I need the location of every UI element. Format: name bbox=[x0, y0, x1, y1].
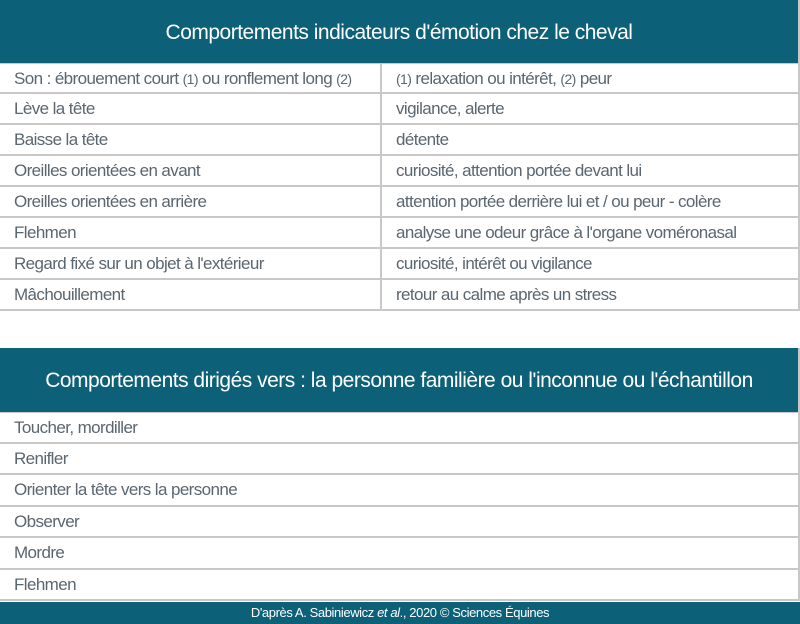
behavior-cell: Baisse la tête bbox=[0, 125, 382, 154]
emotion-indicators-table bbox=[0, 0, 800, 311]
table-row bbox=[0, 280, 798, 311]
behavior-cell: Orienter la tête vers la personne bbox=[14, 480, 238, 499]
table-row bbox=[0, 187, 798, 218]
table-row bbox=[0, 538, 798, 570]
table-row bbox=[0, 63, 798, 94]
behavior-cell: Lève la tête bbox=[0, 94, 382, 123]
meaning-cell: retour au calme après un stress bbox=[396, 285, 617, 304]
meaning-cell: analyse une odeur grâce à l'organe voméronasal bbox=[396, 223, 737, 242]
table-title: Comportements indicateurs d'émotion chez le cheval bbox=[0, 0, 798, 63]
behavior-cell: Son : ébrouement court (1) ou ronflement long (2) bbox=[0, 64, 382, 92]
meaning-cell: attention portée derrière lui et / ou peur - colère bbox=[396, 192, 721, 211]
table-row bbox=[0, 249, 798, 280]
table-row bbox=[0, 570, 798, 602]
behavior-cell: Mordre bbox=[14, 543, 65, 562]
behavior-cell: Mâchouillement bbox=[0, 280, 382, 309]
table-row bbox=[0, 507, 798, 539]
table-row bbox=[0, 125, 798, 156]
meaning-cell: curiosité, intérêt ou vigilance bbox=[396, 254, 592, 273]
meaning-cell: vigilance, alerte bbox=[396, 99, 504, 118]
behavior-cell: Oreilles orientées en arrière bbox=[0, 187, 382, 216]
behavior-cell: Flehmen bbox=[14, 574, 76, 594]
meaning-cell: détente bbox=[396, 130, 449, 149]
table-title: Comportements dirigés vers : la personne familière ou l'inconnue ou l'échantillon bbox=[0, 348, 798, 412]
table-row bbox=[0, 475, 798, 507]
meaning-cell: (1) relaxation ou intérêt, (2) peur bbox=[396, 69, 612, 88]
behavior-cell: Renifler bbox=[14, 448, 68, 468]
behavior-cell: Observer bbox=[14, 511, 80, 531]
source-credit: D'après A. Sabiniewicz et al., 2020 © Sciences Équines bbox=[0, 602, 800, 624]
table-row bbox=[0, 94, 798, 125]
behavior-cell: Flehmen bbox=[0, 218, 382, 247]
table-row bbox=[0, 444, 798, 476]
meaning-cell: curiosité, attention portée devant lui bbox=[396, 161, 642, 180]
table-row bbox=[0, 156, 798, 187]
table-row bbox=[0, 412, 798, 444]
behavior-cell: Regard fixé sur un objet à l'extérieur bbox=[0, 249, 382, 278]
behavior-cell: Toucher, mordiller bbox=[14, 418, 138, 437]
behavior-cell: Oreilles orientées en avant bbox=[0, 156, 382, 185]
directed-behaviors-table bbox=[0, 348, 800, 601]
table-row bbox=[0, 218, 798, 249]
